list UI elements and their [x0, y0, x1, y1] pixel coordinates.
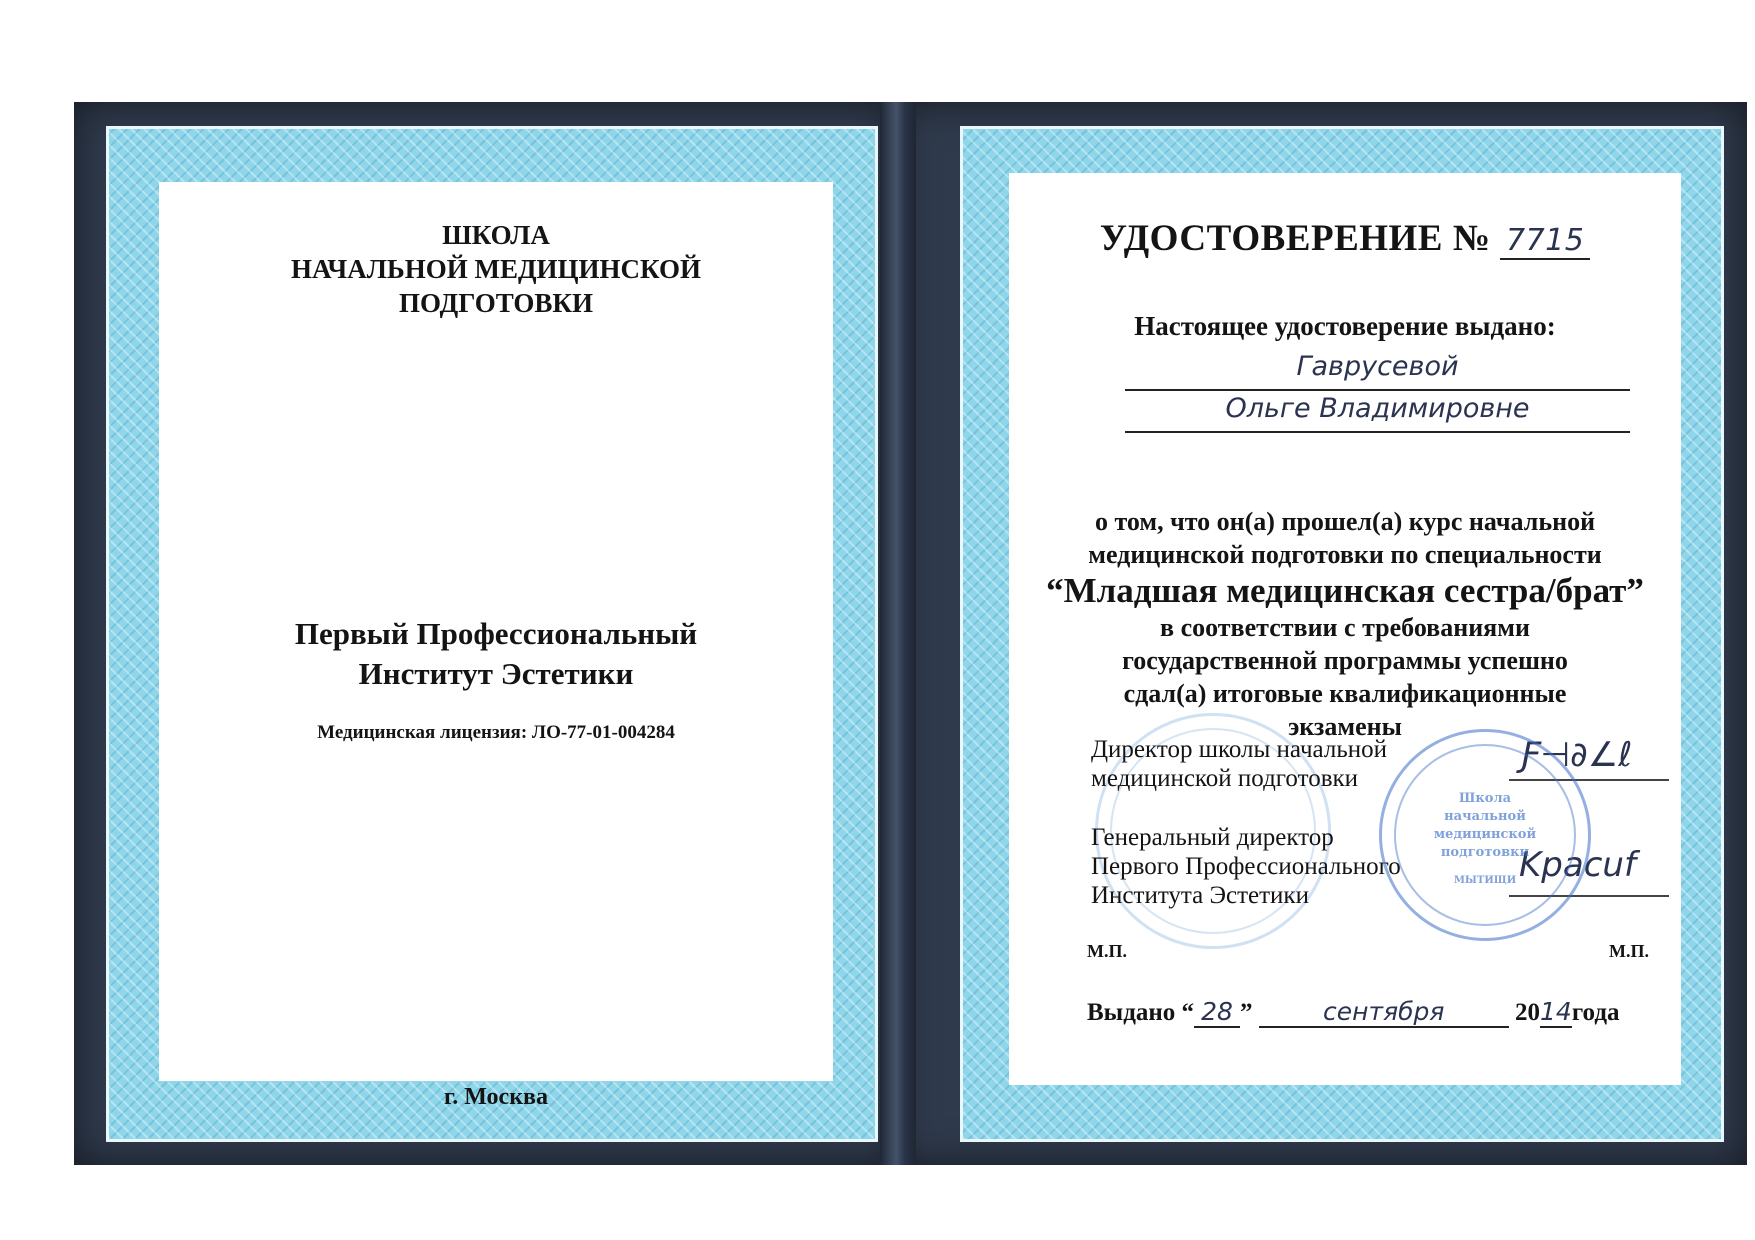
issue-date-suffix: года [1571, 999, 1620, 1026]
institute-name [159, 614, 833, 694]
institute-line-1: Первый Профессиональный [294, 616, 698, 651]
seal-text-line-4: подготовки [1440, 845, 1530, 860]
body-line-2: медицинской подготовки по специальности [1088, 540, 1602, 569]
right-page-border [960, 126, 1724, 1142]
issue-year-prefix: 20 [1515, 999, 1540, 1026]
position-director-line-2: медицинской подготовки [1091, 765, 1359, 792]
position-director-line-1: Директор школы начальной [1091, 736, 1388, 763]
issue-year-suffix: 14 [1540, 997, 1572, 1026]
school-title-line-1: ШКОЛА [442, 220, 550, 250]
position-general-director [1091, 823, 1401, 910]
body-line-6: экзамены [1288, 712, 1402, 741]
right-page [1009, 173, 1681, 1085]
seal-text-line-2: начальной [1444, 809, 1526, 824]
certificate-number: 7715 [1500, 223, 1590, 260]
school-title-line-2: НАЧАЛЬНОЙ МЕДИЦИНСКОЙ [291, 254, 701, 284]
seal-city: МЫТИЩИ [1453, 875, 1517, 886]
body-line-1: о том, что он(а) прошел(а) курс начальной [1094, 507, 1596, 536]
certificate-body [1009, 505, 1681, 743]
school-title-line-3: ПОДГОТОВКИ [399, 288, 593, 318]
school-title [159, 218, 833, 320]
issued-to-label: Настоящее удостоверение выдано: [1134, 311, 1556, 341]
specialty: “Младшая медицинская сестра/брат” [1046, 571, 1644, 610]
issue-day: 28 [1194, 997, 1240, 1028]
left-page-border [106, 126, 878, 1142]
city: г. Москва [444, 1084, 548, 1110]
body-line-4: государственной программы успешно [1122, 646, 1568, 675]
certificate-title [1009, 217, 1681, 260]
body-line-5: сдал(а) итоговые квалификационные [1123, 679, 1567, 708]
issue-date: Выдано “ 28 ” сентября 2014года [1087, 997, 1620, 1026]
recipient-surname: Гаврусевой [1125, 351, 1630, 391]
seal-text-line-1: Школа [1458, 791, 1512, 806]
recipient-name: Ольге Владимировне [1125, 393, 1630, 433]
position-gd-line-2: Первого Профессионального [1091, 853, 1401, 880]
medical-license: Медицинская лицензия: ЛО-77-01-004284 [317, 722, 675, 743]
issue-month: сентября [1259, 997, 1509, 1028]
school-seal [1379, 729, 1591, 941]
signature-general-director: Kpacuf [1519, 845, 1636, 885]
position-gd-line-1: Генеральный директор [1091, 824, 1334, 851]
school-seal-ring [1394, 744, 1576, 926]
position-director [1091, 735, 1387, 793]
issue-date-prefix: Выдано [1087, 999, 1176, 1026]
stamp-place-left: М.П. [1087, 941, 1127, 961]
body-line-3: в соответствии с требованиями [1160, 613, 1530, 642]
seal-text-line-3: медицинской [1433, 827, 1537, 842]
signature-director: Ƒ⊣∂∠ℓ [1521, 735, 1633, 775]
position-gd-line-3: Института Эстетики [1091, 882, 1309, 909]
institute-line-2: Институт Эстетики [358, 656, 634, 691]
left-page [159, 182, 833, 1110]
certificate-title-text: УДОСТОВЕРЕНИЕ № [1099, 218, 1491, 259]
stamp-place-right: М.П. [1609, 941, 1649, 961]
book-spine [880, 102, 916, 1165]
